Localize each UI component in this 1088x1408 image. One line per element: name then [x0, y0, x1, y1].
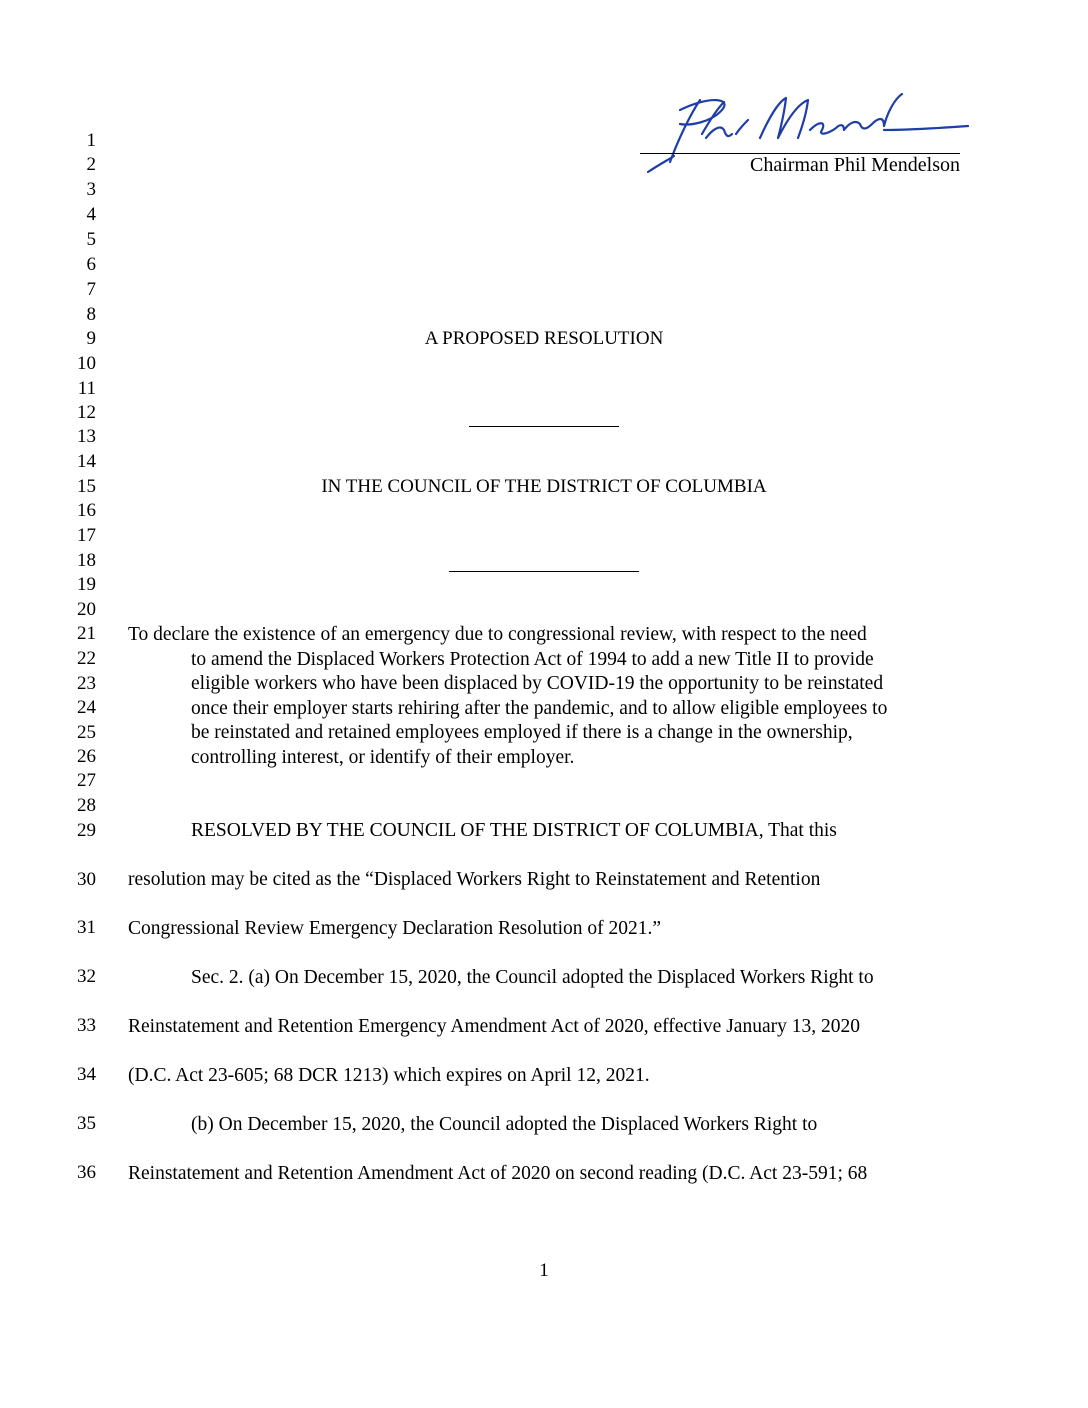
page-number: 1 [539, 1260, 549, 1281]
purpose-line: be reinstated and retained employees employed if there is a change in the ownership, [191, 722, 853, 743]
line-number: 20 [77, 599, 96, 620]
line-number: 32 [77, 966, 96, 987]
body-line: (b) On December 15, 2020, the Council adopted the Displaced Workers Right to [191, 1114, 818, 1135]
line-number: 19 [77, 574, 96, 595]
purpose-line: eligible workers who have been displaced by COVID-19 the opportunity to be reinstated [191, 673, 884, 694]
line-number: 4 [86, 204, 96, 225]
line-number: 30 [77, 869, 96, 890]
line-number: 26 [77, 746, 96, 767]
title-rule [469, 426, 619, 427]
line-number: 28 [77, 795, 96, 816]
line-number: 1 [86, 130, 96, 151]
line-number: 31 [77, 917, 96, 938]
line-number: 5 [86, 229, 96, 250]
line-number: 7 [86, 279, 96, 300]
purpose-line: once their employer starts rehiring after the pandemic, and to allow eligible employees to [191, 698, 888, 719]
line-number: 14 [77, 451, 96, 472]
line-number: 8 [86, 304, 96, 325]
line-number: 24 [77, 697, 96, 718]
line-number: 36 [77, 1162, 96, 1183]
line-number: 35 [77, 1113, 96, 1134]
line-number: 21 [77, 623, 96, 644]
line-number: 6 [86, 254, 96, 275]
body-line: resolution may be cited as the “Displaced Workers Right to Reinstatement and Retention [128, 869, 821, 890]
body-line: Sec. 2. (a) On December 15, 2020, the Council adopted the Displaced Workers Right to [191, 967, 874, 988]
council-rule [449, 571, 639, 572]
body-line: RESOLVED BY THE COUNCIL OF THE DISTRICT OF COLUMBIA, That this [191, 820, 837, 841]
line-number: 2 [86, 154, 96, 175]
purpose-line: To declare the existence of an emergency due to congressional review, with respect to the need [128, 624, 867, 645]
line-number: 12 [77, 402, 96, 423]
line-number: 33 [77, 1015, 96, 1036]
body-line: (D.C. Act 23-605; 68 DCR 1213) which expires on April 12, 2021. [128, 1065, 650, 1086]
line-number: 29 [77, 820, 96, 841]
purpose-line: controlling interest, or identify of their employer. [191, 747, 575, 768]
line-number: 34 [77, 1064, 96, 1085]
purpose-line: to amend the Displaced Workers Protection Act of 1994 to add a new Title II to provide [191, 649, 874, 670]
body-line: Reinstatement and Retention Amendment Act of 2020 on second reading (D.C. Act 23-591; 68 [128, 1163, 868, 1184]
line-number: 15 [77, 476, 96, 497]
line-number: 16 [77, 500, 96, 521]
line-number: 17 [77, 525, 96, 546]
line-number: 9 [86, 328, 96, 349]
line-number: 13 [77, 426, 96, 447]
line-number: 22 [77, 648, 96, 669]
council-heading: IN THE COUNCIL OF THE DISTRICT OF COLUMBIA [321, 476, 767, 497]
line-number: 11 [77, 378, 96, 399]
line-number: 23 [77, 673, 96, 694]
signature-block [640, 90, 970, 180]
line-number: 27 [77, 770, 96, 791]
body-line: Reinstatement and Retention Emergency Amendment Act of 2020, effective January 13, 2020 [128, 1016, 860, 1037]
line-number: 10 [77, 353, 96, 374]
document-title: A PROPOSED RESOLUTION [424, 328, 664, 349]
line-number: 3 [86, 179, 96, 200]
signer-title: Chairman Phil Mendelson [750, 154, 960, 176]
line-number: 25 [77, 722, 96, 743]
body-line: Congressional Review Emergency Declaration Resolution of 2021.” [128, 918, 662, 939]
line-number: 18 [77, 550, 96, 571]
